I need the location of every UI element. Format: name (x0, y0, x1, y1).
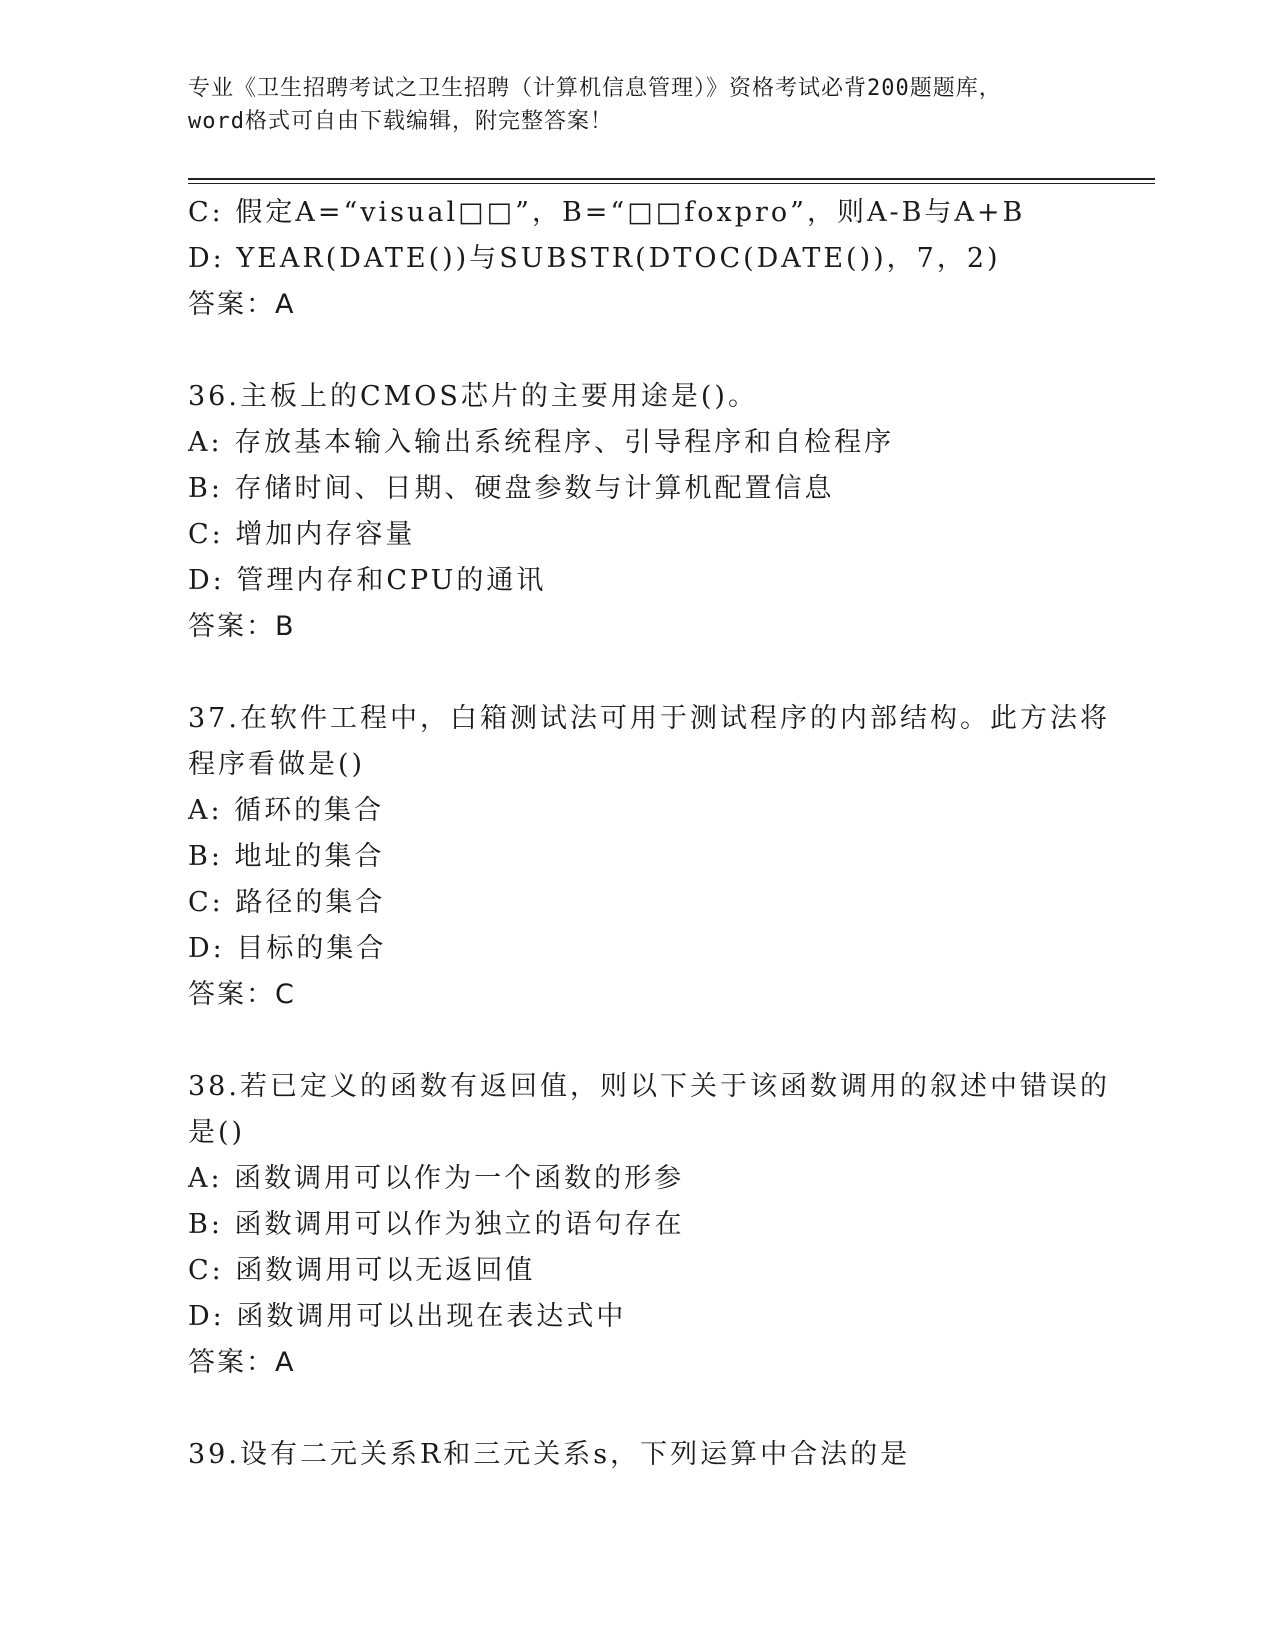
q39-question: 39.设有二元关系R和三元关系s，下列运算中合法的是 (188, 1439, 911, 1470)
header-divider-top (188, 178, 1155, 180)
q36-option-d: D: 管理内存和CPU的通讯 (188, 565, 547, 596)
q37-option-d: D: 目标的集合 (188, 933, 387, 964)
q35-option-d: D: YEAR(DATE())与SUBSTR(DTOC(DATE())，7，2) (188, 243, 1001, 274)
q38-option-a: A: 函数调用可以作为一个函数的形参 (188, 1163, 685, 1194)
header-divider-bottom (188, 183, 1155, 184)
q38-option-d: D: 函数调用可以出现在表达式中 (188, 1301, 627, 1332)
spacer (188, 650, 1138, 696)
q38-option-b: B: 函数调用可以作为独立的语句存在 (188, 1209, 685, 1240)
q36-option-b: B: 存储时间、日期、硬盘参数与计算机配置信息 (188, 473, 835, 504)
q38-question-line-1: 38.若已定义的函数有返回值，则以下关于该函数调用的叙述中错误的 (188, 1071, 1110, 1102)
q38-option-c: C: 函数调用可以无返回值 (188, 1255, 536, 1286)
q37-option-b: B: 地址的集合 (188, 841, 385, 872)
q37-answer: 答案：C (188, 979, 296, 1010)
q37-question-line-2: 程序看做是() (188, 749, 366, 780)
document-header (188, 72, 1088, 138)
spacer (188, 1386, 1138, 1432)
q37-option-a: A: 循环的集合 (188, 795, 385, 826)
spacer (188, 1018, 1138, 1064)
q36-answer: 答案：B (188, 611, 296, 642)
q36-question: 36.主板上的CMOS芯片的主要用途是()。 (188, 381, 758, 412)
q38-answer: 答案：A (188, 1347, 296, 1378)
q35-option-c: C: 假定A=“visual□□”，B=“□□foxpro”，则A-B与A+B (188, 197, 1026, 228)
q36-option-a: A: 存放基本输入输出系统程序、引导程序和自检程序 (188, 427, 895, 458)
q36-option-c: C: 增加内存容量 (188, 519, 416, 550)
header-title-line-1: 专业《卫生招聘考试之卫生招聘（计算机信息管理）》资格考试必背200题题库， (188, 76, 1002, 101)
q37-option-c: C: 路径的集合 (188, 887, 386, 918)
header-title-line-2: word格式可自由下载编辑，附完整答案！ (188, 109, 613, 134)
q35-answer: 答案：A (188, 289, 296, 320)
q38-question-line-2: 是() (188, 1117, 246, 1148)
spacer (188, 328, 1138, 374)
question-list (188, 190, 1138, 1478)
q37-question-line-1: 37.在软件工程中，白箱测试法可用于测试程序的内部结构。此方法将 (188, 703, 1110, 734)
